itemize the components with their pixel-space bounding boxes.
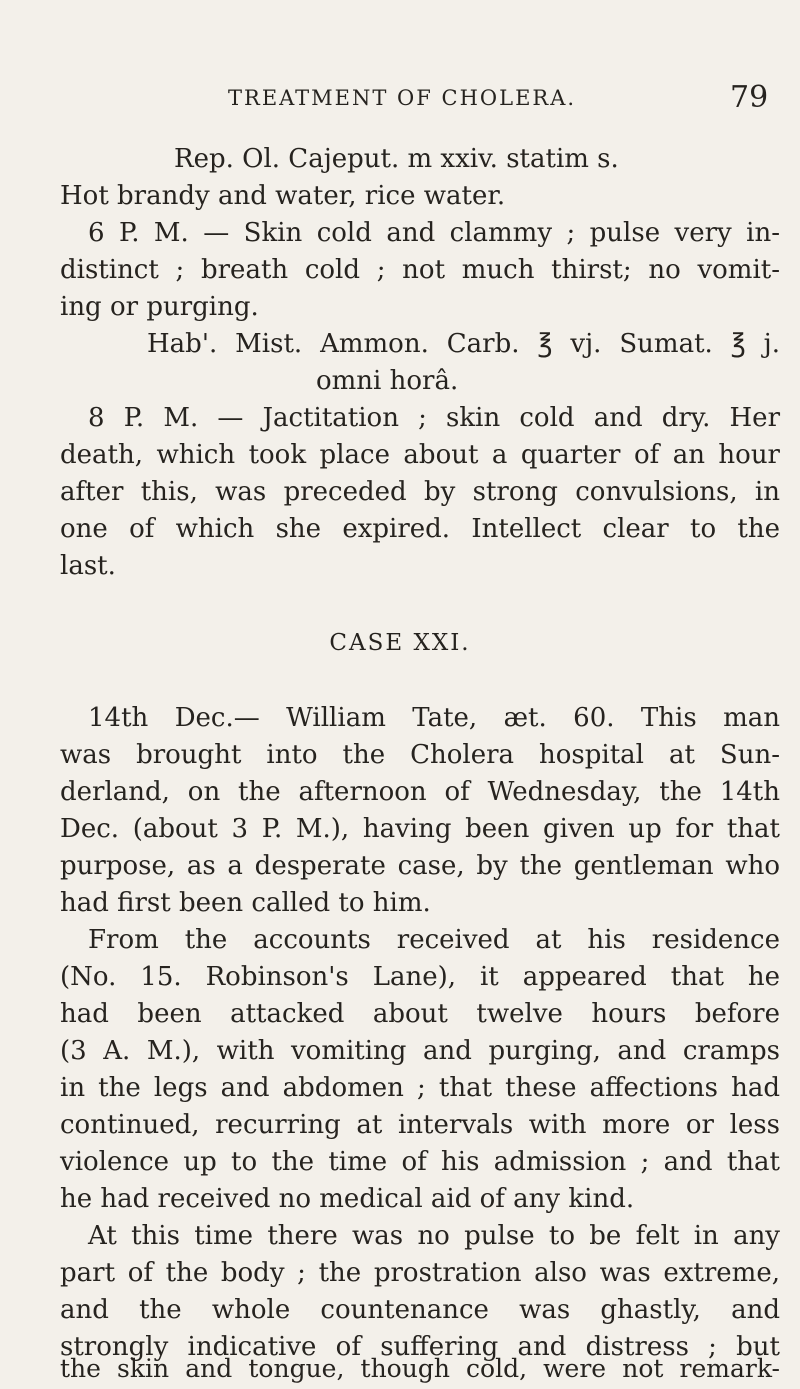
text-line: was brought into the Cholera hospital at Sun- — [60, 740, 780, 770]
text-line: death, which took place about a quarter of an hour — [60, 440, 780, 470]
text-line: 14th Dec.— William Tate, æt. 60. This man — [88, 703, 780, 733]
text-line: the skin and tongue, though cold, were not remark- — [60, 1354, 780, 1383]
text-line: Hab'. Mist. Ammon. Carb. ℥ vj. Sumat. ℥ j. — [147, 329, 780, 359]
text-line: he had received no medical aid of any kind. — [60, 1184, 635, 1214]
text-line: (3 A. M.), with vomiting and purging, and cramps — [60, 1036, 780, 1066]
text-line: after this, was preceded by strong convulsions, in — [60, 477, 780, 507]
text-line: Rep. Ol. Cajeput. m xxiv. statim s. — [174, 144, 619, 174]
case-heading: CASE XXI. — [329, 630, 471, 656]
text-line: and the whole countenance was ghastly, and — [60, 1295, 780, 1325]
text-line: part of the body ; the prostration also was extreme, — [60, 1258, 780, 1288]
text-line: omni horâ. — [316, 366, 459, 396]
text-line: purpose, as a desperate case, by the gentleman who — [60, 851, 780, 881]
text-line: Dec. (about 3 P. M.), having been given up for that — [60, 814, 780, 844]
text-line: last. — [60, 551, 116, 581]
text-line: had been attacked about twelve hours before — [60, 999, 780, 1029]
text-line: At this time there was no pulse to be felt in any — [88, 1221, 780, 1251]
text-line: From the accounts received at his residence — [88, 925, 780, 955]
page-header — [0, 80, 800, 120]
text-line: Hot brandy and water, rice water. — [60, 181, 506, 211]
page-number: 79 — [730, 80, 769, 115]
running-head: TREATMENT OF CHOLERA. — [228, 86, 577, 110]
text-line: violence up to the time of his admission ; and that — [60, 1147, 780, 1177]
text-line: derland, on the afternoon of Wednesday, the 14th — [60, 777, 780, 807]
text-line: 8 P. M. — Jactitation ; skin cold and dry. Her — [88, 403, 780, 433]
text-line: in the legs and abdomen ; that these affections had — [60, 1073, 780, 1103]
text-line: had first been called to him. — [60, 888, 431, 918]
text-line: strongly indicative of suffering and distress ; but — [60, 1332, 780, 1362]
text-line: (No. 15. Robinson's Lane), it appeared that he — [60, 962, 780, 992]
text-line: distinct ; breath cold ; not much thirst; no vomit- — [60, 255, 780, 285]
text-line: continued, recurring at intervals with more or less — [60, 1110, 780, 1140]
text-line: one of which she expired. Intellect clear to the — [60, 514, 780, 544]
text-line: ing or purging. — [60, 292, 259, 322]
text-line: 6 P. M. — Skin cold and clammy ; pulse very in- — [88, 218, 780, 248]
